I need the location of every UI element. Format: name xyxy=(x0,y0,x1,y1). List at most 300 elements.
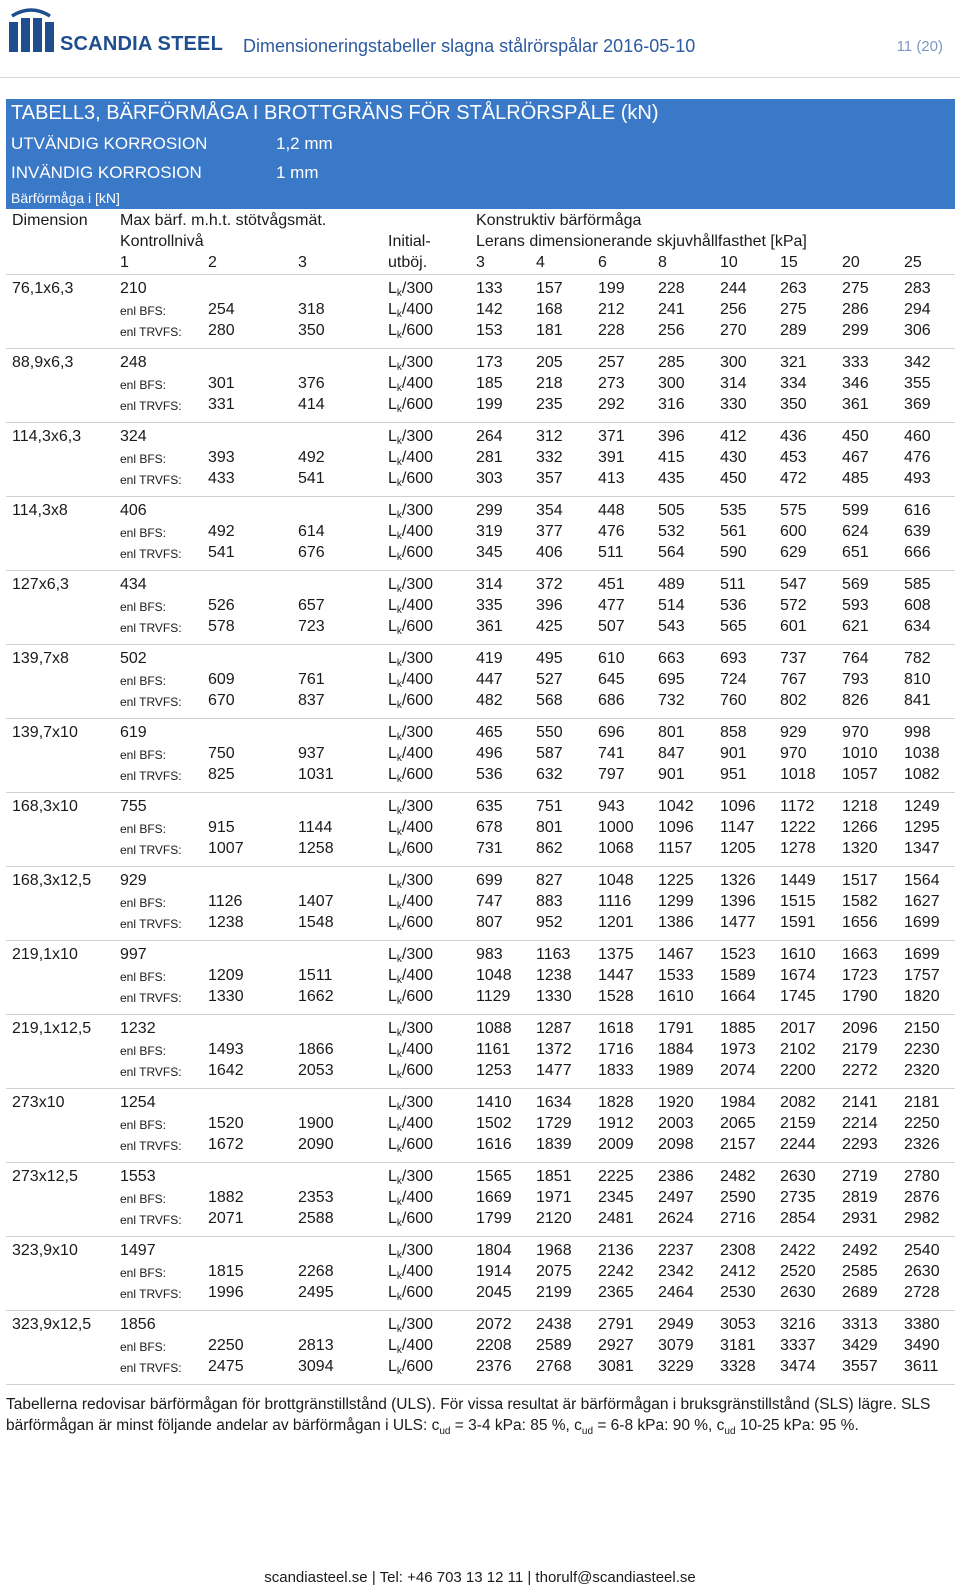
capacity-value-cell: 1253 xyxy=(476,1062,512,1079)
capacity-value-cell: 1920 xyxy=(658,1094,694,1111)
deflection-suffix: /600 xyxy=(401,914,434,931)
capacity-value-cell: 2179 xyxy=(842,1041,878,1058)
capacity-value-cell: 355 xyxy=(904,375,931,392)
capacity-value-cell: 133 xyxy=(476,280,503,297)
control-label-trvfs: enl TRVFS: xyxy=(120,991,182,1005)
logo-text: SCANDIA STEEL xyxy=(60,33,223,55)
col-header-level-2: 2 xyxy=(208,254,217,271)
capacity-value-cell: 263 xyxy=(780,280,807,297)
deflection-suffix: /300 xyxy=(401,1020,434,1037)
deflection-base: L xyxy=(388,375,397,392)
deflection-suffix: /600 xyxy=(401,618,434,635)
deflection-sub: k xyxy=(396,1197,402,1208)
dimension-cell: 219,1x10 xyxy=(12,946,78,963)
deflection-suffix: /400 xyxy=(401,1263,434,1280)
capacity-value-cell: 1973 xyxy=(720,1041,756,1058)
deflection-cell xyxy=(388,576,433,594)
capacity-value-cell: 448 xyxy=(598,502,625,519)
capacity-value-cell: 435 xyxy=(658,470,685,487)
capacity-value-cell: 593 xyxy=(842,597,869,614)
capacity-value-cell: 1515 xyxy=(780,893,816,910)
capacity-value-cell: 1372 xyxy=(536,1041,572,1058)
capacity-value-cell: 289 xyxy=(780,322,807,339)
deflection-base: L xyxy=(388,1062,397,1079)
capacity-value-cell: 2735 xyxy=(780,1189,816,1206)
control-level-2-cell: 1996 xyxy=(208,1284,244,1301)
deflection-suffix: /400 xyxy=(401,1189,434,1206)
deflection-suffix: /600 xyxy=(401,840,434,857)
capacity-value-cell: 1161 xyxy=(476,1041,511,1058)
capacity-value-cell: 372 xyxy=(536,576,563,593)
capacity-value-cell: 377 xyxy=(536,523,563,540)
deflection-sub: k xyxy=(396,1028,402,1039)
capacity-value-cell: 2345 xyxy=(598,1189,634,1206)
capacity-value-cell: 1057 xyxy=(842,766,878,783)
capacity-value-cell: 2181 xyxy=(904,1094,940,1111)
capacity-value-cell: 1038 xyxy=(904,745,940,762)
deflection-sub: k xyxy=(396,827,402,838)
capacity-value-cell: 496 xyxy=(476,745,503,762)
deflection-suffix: /400 xyxy=(401,449,434,466)
max-capacity-cell: 502 xyxy=(120,650,147,667)
dimension-cell: 273x10 xyxy=(12,1094,65,1111)
capacity-value-cell: 1729 xyxy=(536,1115,572,1132)
capacity-value-cell: 3611 xyxy=(904,1358,939,1375)
table-title: TABELL3, BÄRFÖRMÅGA I BROTTGRÄNS FÖR STÅLRÖRSPÅLE (kN) xyxy=(11,102,659,124)
capacity-value-cell: 511 xyxy=(720,576,746,593)
capacity-value-cell: 3313 xyxy=(842,1316,878,1333)
deflection-cell xyxy=(388,692,433,710)
deflection-cell xyxy=(388,1242,433,1260)
control-label-trvfs: enl TRVFS: xyxy=(120,473,182,487)
deflection-cell xyxy=(388,396,433,414)
capacity-value-cell: 1396 xyxy=(720,893,756,910)
col-header-level-3: 3 xyxy=(298,254,307,271)
capacity-value-cell: 2308 xyxy=(720,1242,756,1259)
max-capacity-cell: 929 xyxy=(120,872,147,889)
capacity-value-cell: 292 xyxy=(598,396,625,413)
capacity-value-cell: 610 xyxy=(598,650,625,667)
col-header-max-capacity: Max bärf. m.h.t. stötvågsmät. xyxy=(120,212,327,229)
capacity-value-cell: 1299 xyxy=(658,893,694,910)
deflection-suffix: /300 xyxy=(401,428,434,445)
deflection-cell xyxy=(388,301,433,319)
control-level-2-cell: 915 xyxy=(208,819,235,836)
control-label-trvfs: enl TRVFS: xyxy=(120,621,182,635)
capacity-value-cell: 275 xyxy=(780,301,807,318)
deflection-suffix: /400 xyxy=(401,967,434,984)
capacity-value-cell: 1116 xyxy=(598,893,632,910)
control-label-bfs: enl BFS: xyxy=(120,304,167,318)
capacity-value-cell: 1225 xyxy=(658,872,694,889)
capacity-value-cell: 2438 xyxy=(536,1316,572,1333)
capacity-value-cell: 751 xyxy=(536,798,563,815)
capacity-value-cell: 543 xyxy=(658,618,685,635)
capacity-value-cell: 493 xyxy=(904,470,931,487)
capacity-value-cell: 732 xyxy=(658,692,685,709)
deflection-cell xyxy=(388,946,433,964)
capacity-value-cell: 1984 xyxy=(720,1094,756,1111)
deflection-cell xyxy=(388,449,433,467)
deflection-base: L xyxy=(388,1316,397,1333)
capacity-value-cell: 2003 xyxy=(658,1115,694,1132)
deflection-base: L xyxy=(388,745,397,762)
capacity-value-cell: 476 xyxy=(598,523,625,540)
capacity-value-cell: 2157 xyxy=(720,1136,756,1153)
table-title-box xyxy=(6,99,955,209)
capacity-value-cell: 983 xyxy=(476,946,503,963)
deflection-base: L xyxy=(388,1210,397,1227)
deflection-base: L xyxy=(388,1094,397,1111)
capacity-value-cell: 2045 xyxy=(476,1284,512,1301)
capacity-value-cell: 1610 xyxy=(780,946,816,963)
capacity-value-cell: 1582 xyxy=(842,893,878,910)
control-level-2-cell: 301 xyxy=(208,375,235,392)
capacity-value-cell: 406 xyxy=(536,544,563,561)
deflection-cell xyxy=(388,724,433,742)
capacity-value-cell: 651 xyxy=(842,544,869,561)
capacity-value-cell: 467 xyxy=(842,449,869,466)
deflection-base: L xyxy=(388,724,397,741)
dimension-cell: 114,3x6,3 xyxy=(12,428,82,445)
capacity-value-cell: 1287 xyxy=(536,1020,572,1037)
capacity-value-cell: 294 xyxy=(904,301,931,318)
control-label-trvfs: enl TRVFS: xyxy=(120,769,182,783)
deflection-suffix: /400 xyxy=(401,523,434,540)
deflection-cell xyxy=(388,840,433,858)
capacity-value-cell: 858 xyxy=(720,724,747,741)
capacity-value-cell: 1699 xyxy=(904,914,940,931)
capacity-value-cell: 2386 xyxy=(658,1168,694,1185)
deflection-base: L xyxy=(388,502,397,519)
deflection-base: L xyxy=(388,967,397,984)
capacity-value-cell: 550 xyxy=(536,724,563,741)
page-footer: scandiasteel.se | Tel: +46 703 13 12 11 | thorulf@scandiasteel.se xyxy=(264,1569,696,1586)
capacity-value-cell: 600 xyxy=(780,523,807,540)
capacity-value-cell: 1565 xyxy=(476,1168,512,1185)
deflection-sub: k xyxy=(396,288,402,299)
capacity-value-cell: 425 xyxy=(536,618,563,635)
deflection-base: L xyxy=(388,1136,397,1153)
capacity-value-cell: 2272 xyxy=(842,1062,878,1079)
deflection-cell xyxy=(388,1189,433,1207)
capacity-value-cell: 1018 xyxy=(780,766,816,783)
capacity-value-cell: 3490 xyxy=(904,1337,940,1354)
capacity-value-cell: 3328 xyxy=(720,1358,756,1375)
capacity-value-cell: 1238 xyxy=(536,967,572,984)
capacity-value-cell: 826 xyxy=(842,692,869,709)
capacity-value-cell: 1042 xyxy=(658,798,694,815)
control-level-2-cell: 1330 xyxy=(208,988,244,1005)
control-label-trvfs: enl TRVFS: xyxy=(120,917,182,931)
deflection-suffix: /300 xyxy=(401,798,434,815)
footnote-part-1: Tabellerna redovisar bärförmågan för brottgränstillstånd (ULS). För vissa resultat är bärförmågan i bruksgränstillstånd (SLS) lägre. SLS bärförmågan är minst följande andelar av bärförmågan i ULS: c xyxy=(6,1396,931,1434)
deflection-suffix: /300 xyxy=(401,576,434,593)
control-level-3-cell: 541 xyxy=(298,470,325,487)
capacity-value-cell: 3181 xyxy=(720,1337,756,1354)
footnote-part-3: = 6-8 kPa: 90 %, c xyxy=(593,1417,725,1434)
capacity-value-cell: 2768 xyxy=(536,1358,572,1375)
capacity-value-cell: 2927 xyxy=(598,1337,634,1354)
deflection-sub: k xyxy=(396,880,402,891)
footnote-part-2: = 3-4 kPa: 85 %, c xyxy=(450,1417,582,1434)
capacity-value-cell: 1669 xyxy=(476,1189,512,1206)
capacity-value-cell: 1249 xyxy=(904,798,940,815)
control-label-trvfs: enl TRVFS: xyxy=(120,1139,182,1153)
deflection-sub: k xyxy=(396,330,402,341)
capacity-value-cell: 2689 xyxy=(842,1284,878,1301)
capacity-value-cell: 2422 xyxy=(780,1242,816,1259)
deflection-sub: k xyxy=(396,848,402,859)
max-capacity-cell: 619 xyxy=(120,724,147,741)
col-header-shear-5: 15 xyxy=(780,254,798,271)
col-header-shear-strength: Lerans dimensionerande skjuvhållfasthet [kPa] xyxy=(476,233,807,250)
deflection-suffix: /600 xyxy=(401,1062,434,1079)
deflection-cell xyxy=(388,1210,433,1228)
deflection-base: L xyxy=(388,766,397,783)
max-capacity-cell: 755 xyxy=(120,798,147,815)
capacity-value-cell: 1618 xyxy=(598,1020,634,1037)
capacity-value-cell: 575 xyxy=(780,502,807,519)
deflection-cell xyxy=(388,1062,433,1080)
capacity-value-cell: 142 xyxy=(476,301,503,318)
deflection-base: L xyxy=(388,914,397,931)
control-level-3-cell: 723 xyxy=(298,618,325,635)
capacity-value-cell: 319 xyxy=(476,523,503,540)
capacity-value-cell: 802 xyxy=(780,692,807,709)
deflection-sub: k xyxy=(396,732,402,743)
capacity-value-cell: 1320 xyxy=(842,840,878,857)
control-level-3-cell: 2495 xyxy=(298,1284,334,1301)
row-separator xyxy=(6,1310,955,1311)
control-level-3-cell: 1144 xyxy=(298,819,333,836)
capacity-value-cell: 635 xyxy=(476,798,503,815)
deflection-base: L xyxy=(388,1242,397,1259)
capacity-value-cell: 396 xyxy=(536,597,563,614)
deflection-suffix: /400 xyxy=(401,375,434,392)
dimension-cell: 323,9x12,5 xyxy=(12,1316,92,1333)
col-header-structural-capacity: Konstruktiv bärförmåga xyxy=(476,212,642,229)
control-level-3-cell: 3094 xyxy=(298,1358,334,1375)
capacity-value-cell: 2497 xyxy=(658,1189,694,1206)
deflection-base: L xyxy=(388,322,397,339)
deflection-sub: k xyxy=(396,996,402,1007)
capacity-value-cell: 244 xyxy=(720,280,747,297)
deflection-suffix: /600 xyxy=(401,1136,434,1153)
capacity-value-cell: 3053 xyxy=(720,1316,756,1333)
capacity-value-cell: 764 xyxy=(842,650,869,667)
control-level-2-cell: 280 xyxy=(208,322,235,339)
capacity-value-cell: 1528 xyxy=(598,988,634,1005)
row-separator xyxy=(6,348,955,349)
capacity-value-cell: 303 xyxy=(476,470,503,487)
col-header-shear-6: 20 xyxy=(842,254,860,271)
capacity-value-cell: 2365 xyxy=(598,1284,634,1301)
capacity-value-cell: 2630 xyxy=(780,1284,816,1301)
capacity-value-cell: 2590 xyxy=(720,1189,756,1206)
deflection-sub: k xyxy=(396,1218,402,1229)
capacity-value-cell: 1502 xyxy=(476,1115,512,1132)
deflection-sub: k xyxy=(396,901,402,912)
capacity-value-cell: 485 xyxy=(842,470,869,487)
capacity-value-cell: 153 xyxy=(476,322,503,339)
capacity-value-cell: 2716 xyxy=(720,1210,756,1227)
deflection-base: L xyxy=(388,988,397,1005)
capacity-value-cell: 731 xyxy=(476,840,503,857)
capacity-value-cell: 1971 xyxy=(536,1189,572,1206)
dimension-cell: 273x12,5 xyxy=(12,1168,78,1185)
deflection-sub: k xyxy=(396,436,402,447)
control-level-2-cell: 825 xyxy=(208,766,235,783)
capacity-value-cell: 1375 xyxy=(598,946,634,963)
capacity-value-cell: 299 xyxy=(476,502,503,519)
capacity-value-cell: 3229 xyxy=(658,1358,694,1375)
capacity-value-cell: 645 xyxy=(598,671,625,688)
capacity-value-cell: 1699 xyxy=(904,946,940,963)
row-separator xyxy=(6,496,955,497)
deflection-base: L xyxy=(388,523,397,540)
deflection-base: L xyxy=(388,1020,397,1037)
scandia-steel-logo-icon xyxy=(6,4,56,52)
control-level-2-cell: 1126 xyxy=(208,893,243,910)
deflection-base: L xyxy=(388,576,397,593)
deflection-suffix: /400 xyxy=(401,671,434,688)
capacity-value-cell: 1205 xyxy=(720,840,756,857)
capacity-value-cell: 465 xyxy=(476,724,503,741)
deflection-sub: k xyxy=(396,309,402,320)
capacity-value-cell: 270 xyxy=(720,322,747,339)
table-bottom-line xyxy=(6,1384,955,1385)
deflection-base: L xyxy=(388,618,397,635)
capacity-value-cell: 547 xyxy=(780,576,807,593)
deflection-sub: k xyxy=(396,404,402,415)
capacity-value-cell: 2065 xyxy=(720,1115,756,1132)
capacity-value-cell: 413 xyxy=(598,470,625,487)
control-level-3-cell: 657 xyxy=(298,597,325,614)
capacity-value-cell: 2074 xyxy=(720,1062,756,1079)
capacity-value-cell: 585 xyxy=(904,576,931,593)
capacity-value-cell: 2540 xyxy=(904,1242,940,1259)
deflection-suffix: /400 xyxy=(401,1041,434,1058)
capacity-value-cell: 1791 xyxy=(658,1020,694,1037)
capacity-value-cell: 663 xyxy=(658,650,685,667)
capacity-value-cell: 1330 xyxy=(536,988,572,1005)
capacity-value-cell: 354 xyxy=(536,502,563,519)
capacity-value-cell: 2585 xyxy=(842,1263,878,1280)
capacity-value-cell: 173 xyxy=(476,354,503,371)
deflection-base: L xyxy=(388,1168,397,1185)
capacity-value-cell: 2159 xyxy=(780,1115,816,1132)
capacity-value-cell: 415 xyxy=(658,449,685,466)
deflection-sub: k xyxy=(396,774,402,785)
deflection-sub: k xyxy=(396,510,402,521)
capacity-value-cell: 1447 xyxy=(598,967,634,984)
deflection-sub: k xyxy=(396,658,402,669)
control-level-3-cell: 2053 xyxy=(298,1062,334,1079)
capacity-value-cell: 2230 xyxy=(904,1041,940,1058)
capacity-value-cell: 561 xyxy=(720,523,747,540)
capacity-value-cell: 2225 xyxy=(598,1168,634,1185)
capacity-value-cell: 1589 xyxy=(720,967,756,984)
capacity-value-cell: 1347 xyxy=(904,840,940,857)
capacity-value-cell: 2293 xyxy=(842,1136,878,1153)
control-level-2-cell: 1672 xyxy=(208,1136,244,1153)
capacity-value-cell: 810 xyxy=(904,671,931,688)
control-level-2-cell: 1209 xyxy=(208,967,244,984)
deflection-base: L xyxy=(388,470,397,487)
capacity-value-cell: 1010 xyxy=(842,745,878,762)
row-separator xyxy=(6,792,955,793)
deflection-sub: k xyxy=(396,1144,402,1155)
deflection-suffix: /600 xyxy=(401,766,434,783)
control-label-bfs: enl BFS: xyxy=(120,1266,167,1280)
capacity-value-cell: 2819 xyxy=(842,1189,878,1206)
capacity-value-cell: 451 xyxy=(598,576,625,593)
capacity-value-cell: 1790 xyxy=(842,988,878,1005)
deflection-cell xyxy=(388,988,433,1006)
capacity-value-cell: 536 xyxy=(476,766,503,783)
control-level-2-cell: 578 xyxy=(208,618,235,635)
capacity-value-cell: 951 xyxy=(720,766,747,783)
capacity-value-cell: 2326 xyxy=(904,1136,940,1153)
dimension-cell: 76,1x6,3 xyxy=(12,280,74,297)
deflection-suffix: /400 xyxy=(401,745,434,762)
capacity-value-cell: 299 xyxy=(842,322,869,339)
capacity-value-cell: 699 xyxy=(476,872,503,889)
capacity-value-cell: 1914 xyxy=(476,1263,512,1280)
header-divider xyxy=(0,77,960,78)
capacity-value-cell: 1884 xyxy=(658,1041,694,1058)
deflection-cell xyxy=(388,766,433,784)
capacity-value-cell: 1627 xyxy=(904,893,940,910)
control-label-trvfs: enl TRVFS: xyxy=(120,695,182,709)
capacity-value-cell: 264 xyxy=(476,428,503,445)
capacity-value-cell: 634 xyxy=(904,618,931,635)
deflection-cell xyxy=(388,1337,433,1355)
deflection-cell xyxy=(388,354,433,372)
capacity-value-cell: 2009 xyxy=(598,1136,634,1153)
footnote-sub-2: ud xyxy=(581,1426,594,1438)
control-label-bfs: enl BFS: xyxy=(120,600,167,614)
footnote-sub-1: ud xyxy=(439,1426,451,1438)
capacity-value-cell: 2208 xyxy=(476,1337,512,1354)
deflection-sub: k xyxy=(396,362,402,373)
col-header-shear-0: 3 xyxy=(476,254,485,271)
capacity-value-cell: 2482 xyxy=(720,1168,756,1185)
capacity-value-cell: 228 xyxy=(598,322,625,339)
capacity-value-cell: 157 xyxy=(536,280,563,297)
deflection-sub: k xyxy=(396,1345,402,1356)
capacity-value-cell: 3474 xyxy=(780,1358,816,1375)
capacity-value-cell: 1000 xyxy=(598,819,634,836)
deflection-cell xyxy=(388,280,433,298)
capacity-value-cell: 312 xyxy=(536,428,563,445)
capacity-value-cell: 1663 xyxy=(842,946,878,963)
deflection-cell xyxy=(388,671,433,689)
control-label-trvfs: enl TRVFS: xyxy=(120,325,182,339)
capacity-value-cell: 929 xyxy=(780,724,807,741)
capacity-value-cell: 862 xyxy=(536,840,563,857)
deflection-sub: k xyxy=(396,1366,402,1377)
control-level-2-cell: 433 xyxy=(208,470,235,487)
dimension-cell: 114,3x8 xyxy=(12,502,68,519)
capacity-value-cell: 2141 xyxy=(842,1094,878,1111)
capacity-value-cell: 2096 xyxy=(842,1020,878,1037)
capacity-value-cell: 2237 xyxy=(658,1242,694,1259)
deflection-suffix: /400 xyxy=(401,1337,434,1354)
capacity-value-cell: 314 xyxy=(720,375,747,392)
col-header-shear-7: 25 xyxy=(904,254,922,271)
